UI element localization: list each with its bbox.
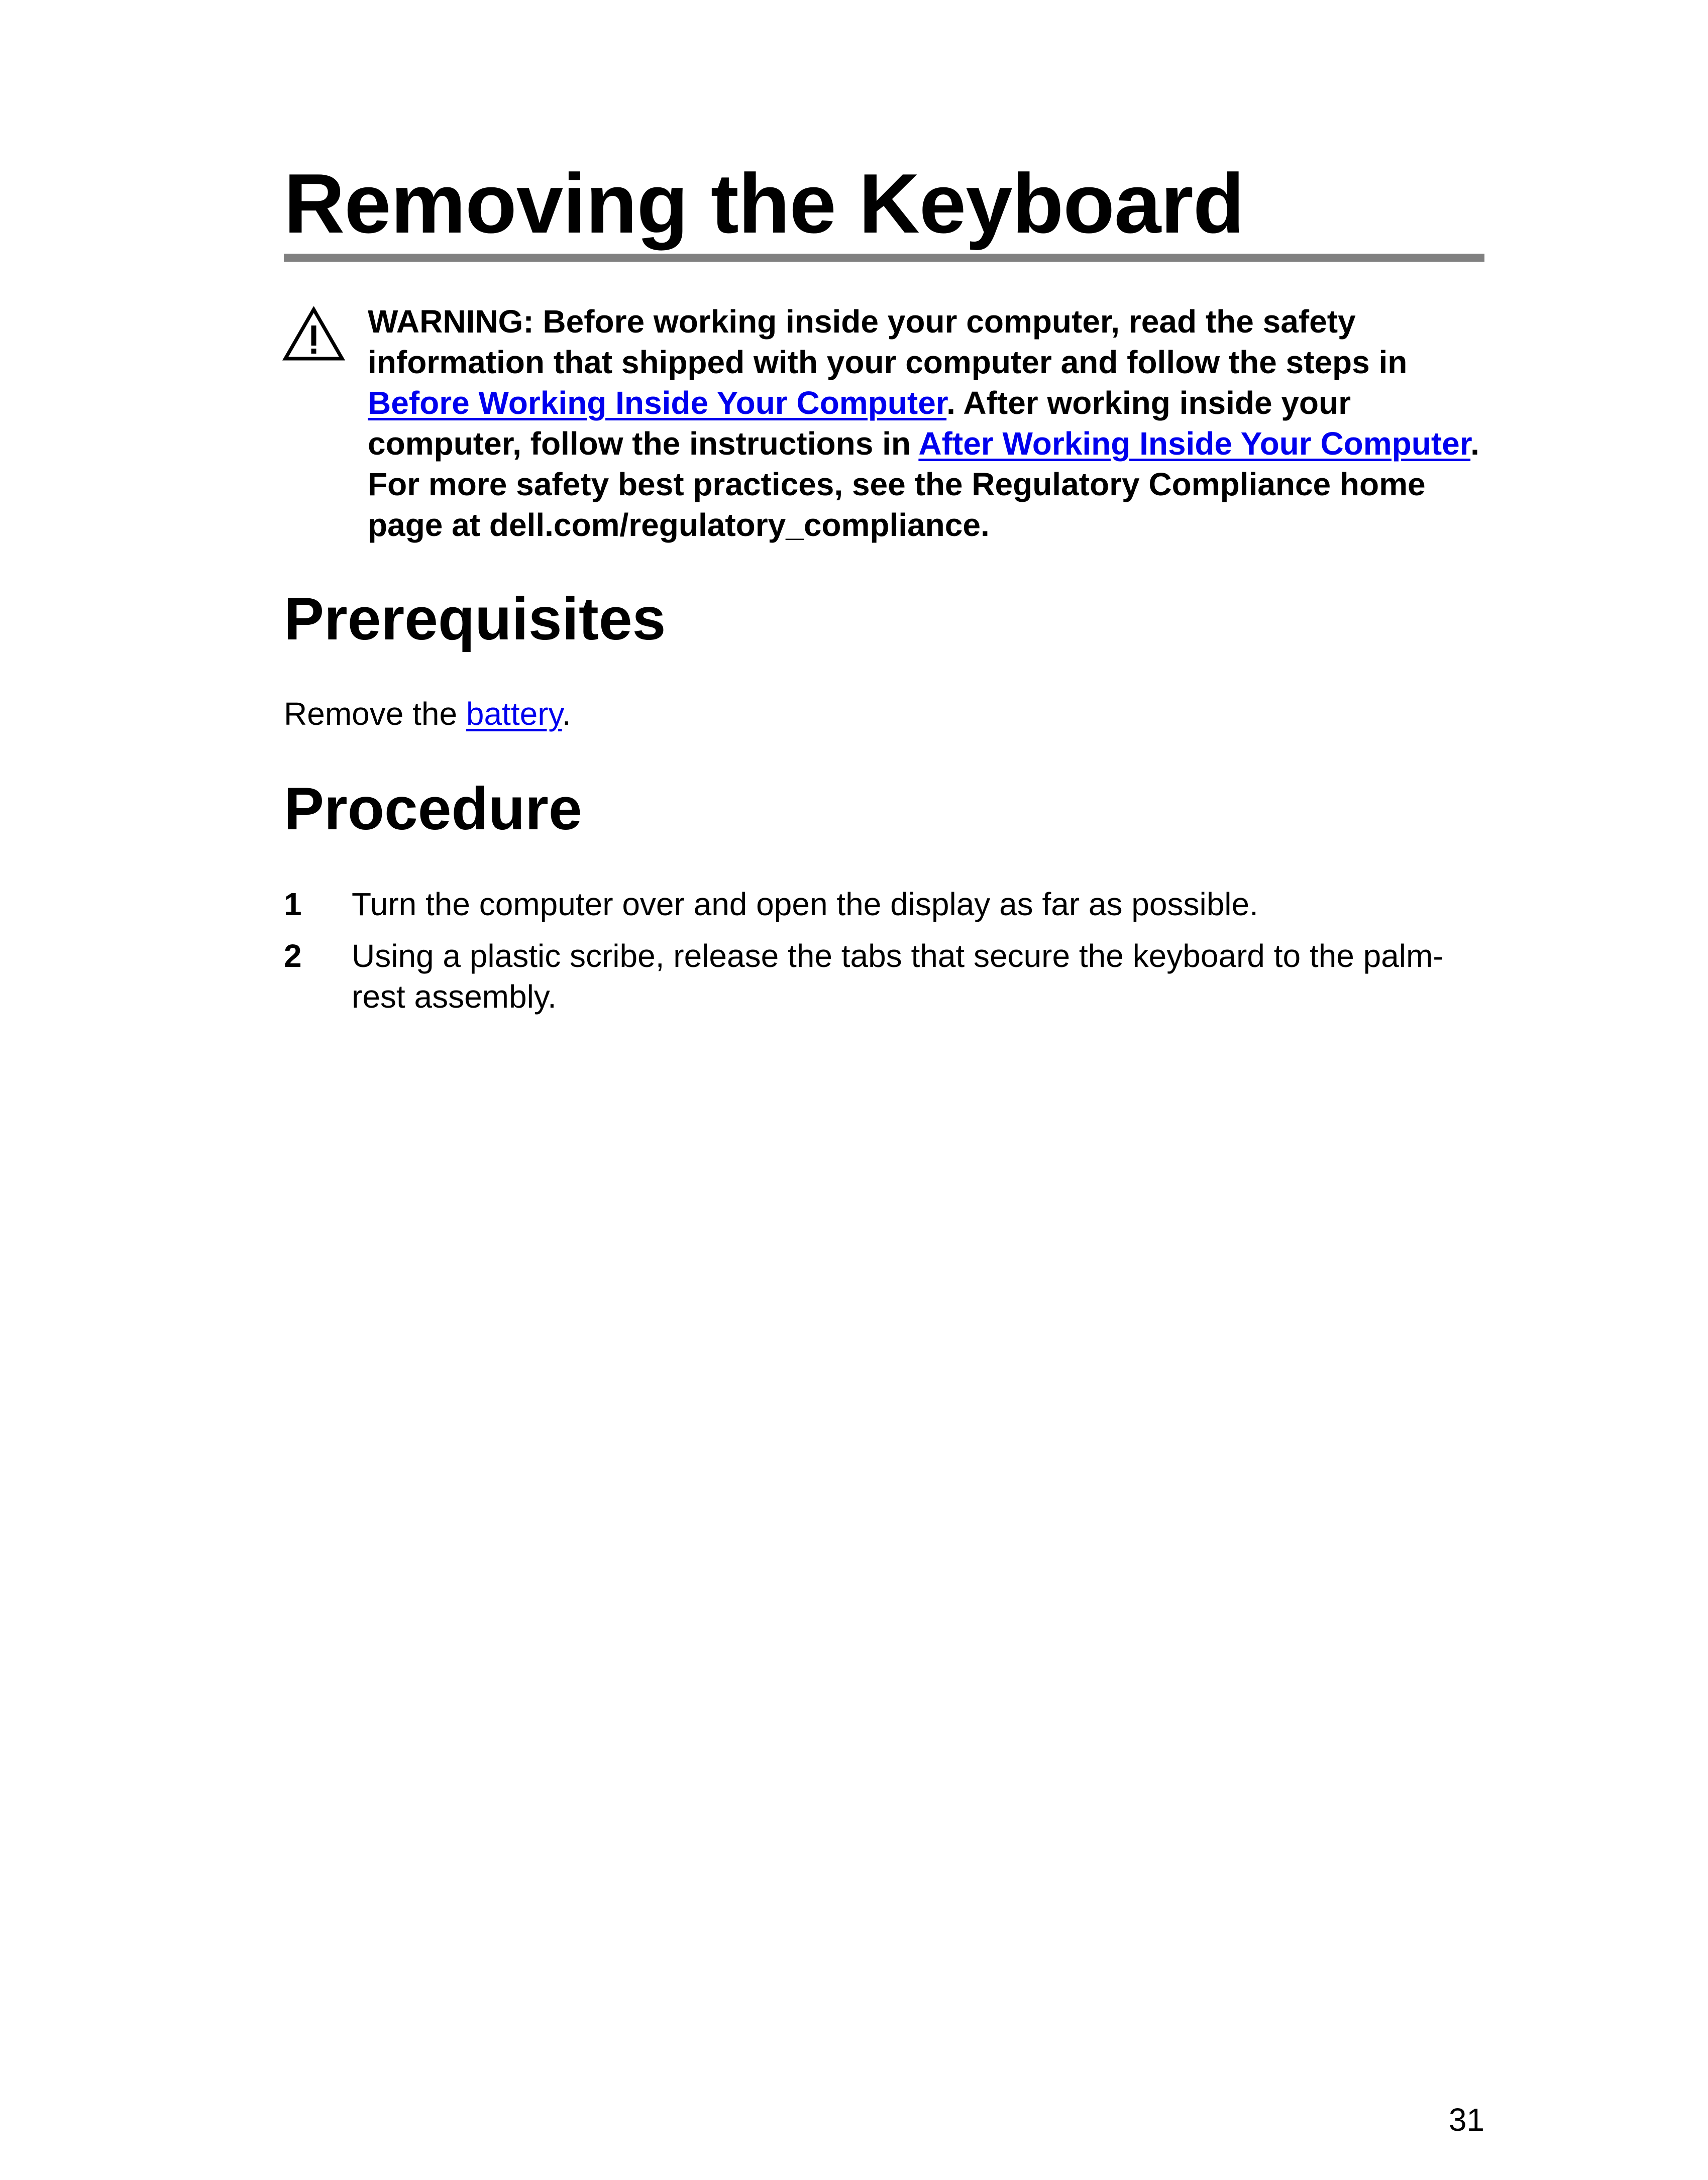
step-number: 1 <box>284 886 302 922</box>
page-title: Removing the Keyboard <box>284 156 1244 251</box>
prerequisites-text-after: . <box>562 696 571 732</box>
prerequisites-heading: Prerequisites <box>284 585 666 652</box>
step-text: Turn the computer over and open the display as far as possible. <box>352 886 1258 922</box>
step-text: Using a plastic scribe, release the tabs that secure the keyboard to the palm-rest assembly. <box>352 938 1444 1015</box>
warning-text-part-3: . For more safety best practices, see the Regulatory Compliance home page at dell.com/regulatory_compliance. <box>368 425 1479 543</box>
title-divider <box>284 254 1484 262</box>
warning-text-part-1: WARNING: Before working inside your computer, read the safety information that shipped with your computer and follow the steps in <box>368 303 1408 380</box>
step-number: 2 <box>284 938 302 974</box>
prerequisites-text <box>284 693 571 734</box>
warning-triangle-icon <box>282 306 345 363</box>
procedure-step <box>284 936 1489 1017</box>
procedure-step <box>284 884 1489 925</box>
page-number: 31 <box>1448 2102 1484 2138</box>
link-battery[interactable]: battery <box>466 696 562 732</box>
warning-text-part-2: . After working inside your computer, follow the instructions in <box>368 385 1351 462</box>
prerequisites-text-before: Remove the <box>284 696 466 732</box>
link-after-working-inside-your-computer[interactable]: After Working Inside Your Computer <box>918 425 1471 462</box>
warning-message <box>368 301 1488 546</box>
link-before-working-inside-your-computer[interactable]: Before Working Inside Your Computer <box>368 385 947 421</box>
procedure-heading: Procedure <box>284 775 582 842</box>
procedure-steps <box>284 884 1489 1028</box>
